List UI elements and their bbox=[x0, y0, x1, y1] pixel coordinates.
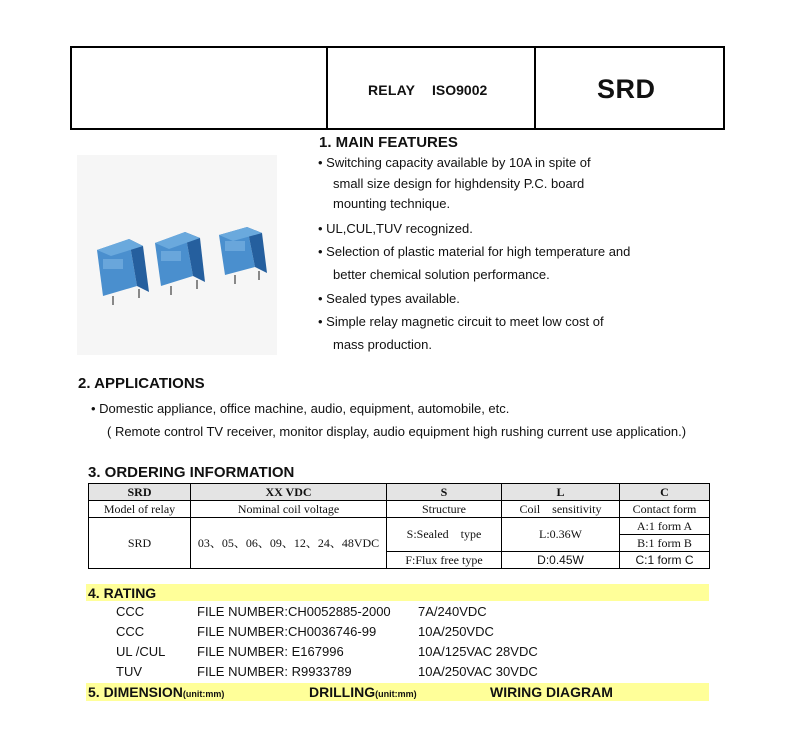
rating-cert: TUV bbox=[116, 664, 142, 679]
sensitivity-cell: L:0.36W bbox=[502, 518, 620, 552]
feature-line: • Simple relay magnetic circuit to meet low cost of bbox=[318, 314, 604, 329]
feature-line: • UL,CUL,TUV recognized. bbox=[318, 221, 473, 236]
table-row bbox=[89, 501, 710, 518]
model-cell: SRD bbox=[89, 518, 191, 569]
contact-cell: A:1 form A bbox=[620, 518, 710, 535]
feature-line: better chemical solution performance. bbox=[333, 267, 550, 282]
dimension-label: 5. DIMENSION bbox=[88, 684, 183, 700]
header-divider bbox=[326, 46, 328, 130]
header-cell: Model of relay bbox=[89, 501, 191, 518]
header-cell: Nominal coil voltage bbox=[191, 501, 387, 518]
header-divider bbox=[534, 46, 536, 130]
header-cell: Structure bbox=[387, 501, 502, 518]
rating-file: FILE NUMBER:CH0052885-2000 bbox=[197, 604, 391, 619]
code-cell: C bbox=[620, 484, 710, 501]
ordering-title: 3. ORDERING INFORMATION bbox=[88, 464, 295, 481]
ordering-table bbox=[88, 483, 710, 569]
table-row bbox=[89, 484, 710, 501]
relay-photo bbox=[77, 155, 277, 355]
sensitivity-cell: D:0.45W bbox=[502, 552, 620, 569]
rating-file: FILE NUMBER: R9933789 bbox=[197, 664, 352, 679]
applications-line: • Domestic appliance, office machine, audio, equipment, automobile, etc. bbox=[91, 401, 510, 416]
unit-label: (unit:mm) bbox=[182, 689, 225, 699]
code-cell: SRD bbox=[89, 484, 191, 501]
iso-label: ISO9002 bbox=[432, 82, 488, 98]
rating-cert: CCC bbox=[116, 604, 145, 619]
feature-line: • Sealed types available. bbox=[318, 291, 460, 306]
model-title: SRD bbox=[597, 74, 656, 104]
structure-cell: S:Sealed type bbox=[387, 518, 502, 552]
relay-illustration bbox=[77, 155, 277, 355]
drilling-title bbox=[309, 684, 417, 700]
dimension-title bbox=[88, 684, 224, 700]
contact-cell: B:1 form B bbox=[620, 535, 710, 552]
relay-label: RELAY bbox=[368, 82, 416, 98]
rating-value: 10A/250VAC 30VDC bbox=[418, 664, 538, 679]
rating-value: 7A/240VDC bbox=[418, 604, 487, 619]
rating-value: 10A/125VAC 28VDC bbox=[418, 644, 538, 659]
feature-line: mass production. bbox=[333, 337, 432, 352]
feature-line: small size design for highdensity P.C. board bbox=[333, 176, 585, 191]
features-title: 1. MAIN FEATURES bbox=[319, 134, 458, 151]
rating-title: 4. RATING bbox=[88, 585, 157, 601]
code-cell: XX VDC bbox=[191, 484, 387, 501]
structure-cell: F:Flux free type bbox=[387, 552, 502, 569]
feature-line: mounting technique. bbox=[333, 196, 451, 211]
code-cell: L bbox=[502, 484, 620, 501]
feature-line: • Selection of plastic material for high temperature and bbox=[318, 244, 631, 259]
wiring-title: WIRING DIAGRAM bbox=[490, 684, 613, 700]
table-row bbox=[89, 518, 710, 535]
rating-file: FILE NUMBER: E167996 bbox=[197, 644, 344, 659]
contact-cell: C:1 form C bbox=[620, 552, 710, 569]
rating-file: FILE NUMBER:CH0036746-99 bbox=[197, 624, 377, 639]
drilling-label: DRILLING bbox=[309, 684, 376, 700]
rating-highlight bbox=[86, 584, 709, 601]
code-cell: S bbox=[387, 484, 502, 501]
applications-title: 2. APPLICATIONS bbox=[78, 375, 205, 392]
applications-note: ( Remote control TV receiver, monitor display, audio equipment high rushing current use application.) bbox=[107, 424, 687, 439]
rating-cert: UL /CUL bbox=[116, 644, 166, 659]
header-cell: Contact form bbox=[620, 501, 710, 518]
rating-cert: CCC bbox=[116, 624, 145, 639]
feature-line: • Switching capacity available by 10A in spite of bbox=[318, 155, 591, 170]
header-cell: Coil sensitivity bbox=[502, 501, 620, 518]
unit-label: (unit:mm) bbox=[375, 689, 417, 699]
voltage-cell: 03、05、06、09、12、24、48VDC bbox=[191, 518, 387, 569]
rating-value: 10A/250VDC bbox=[418, 624, 494, 639]
